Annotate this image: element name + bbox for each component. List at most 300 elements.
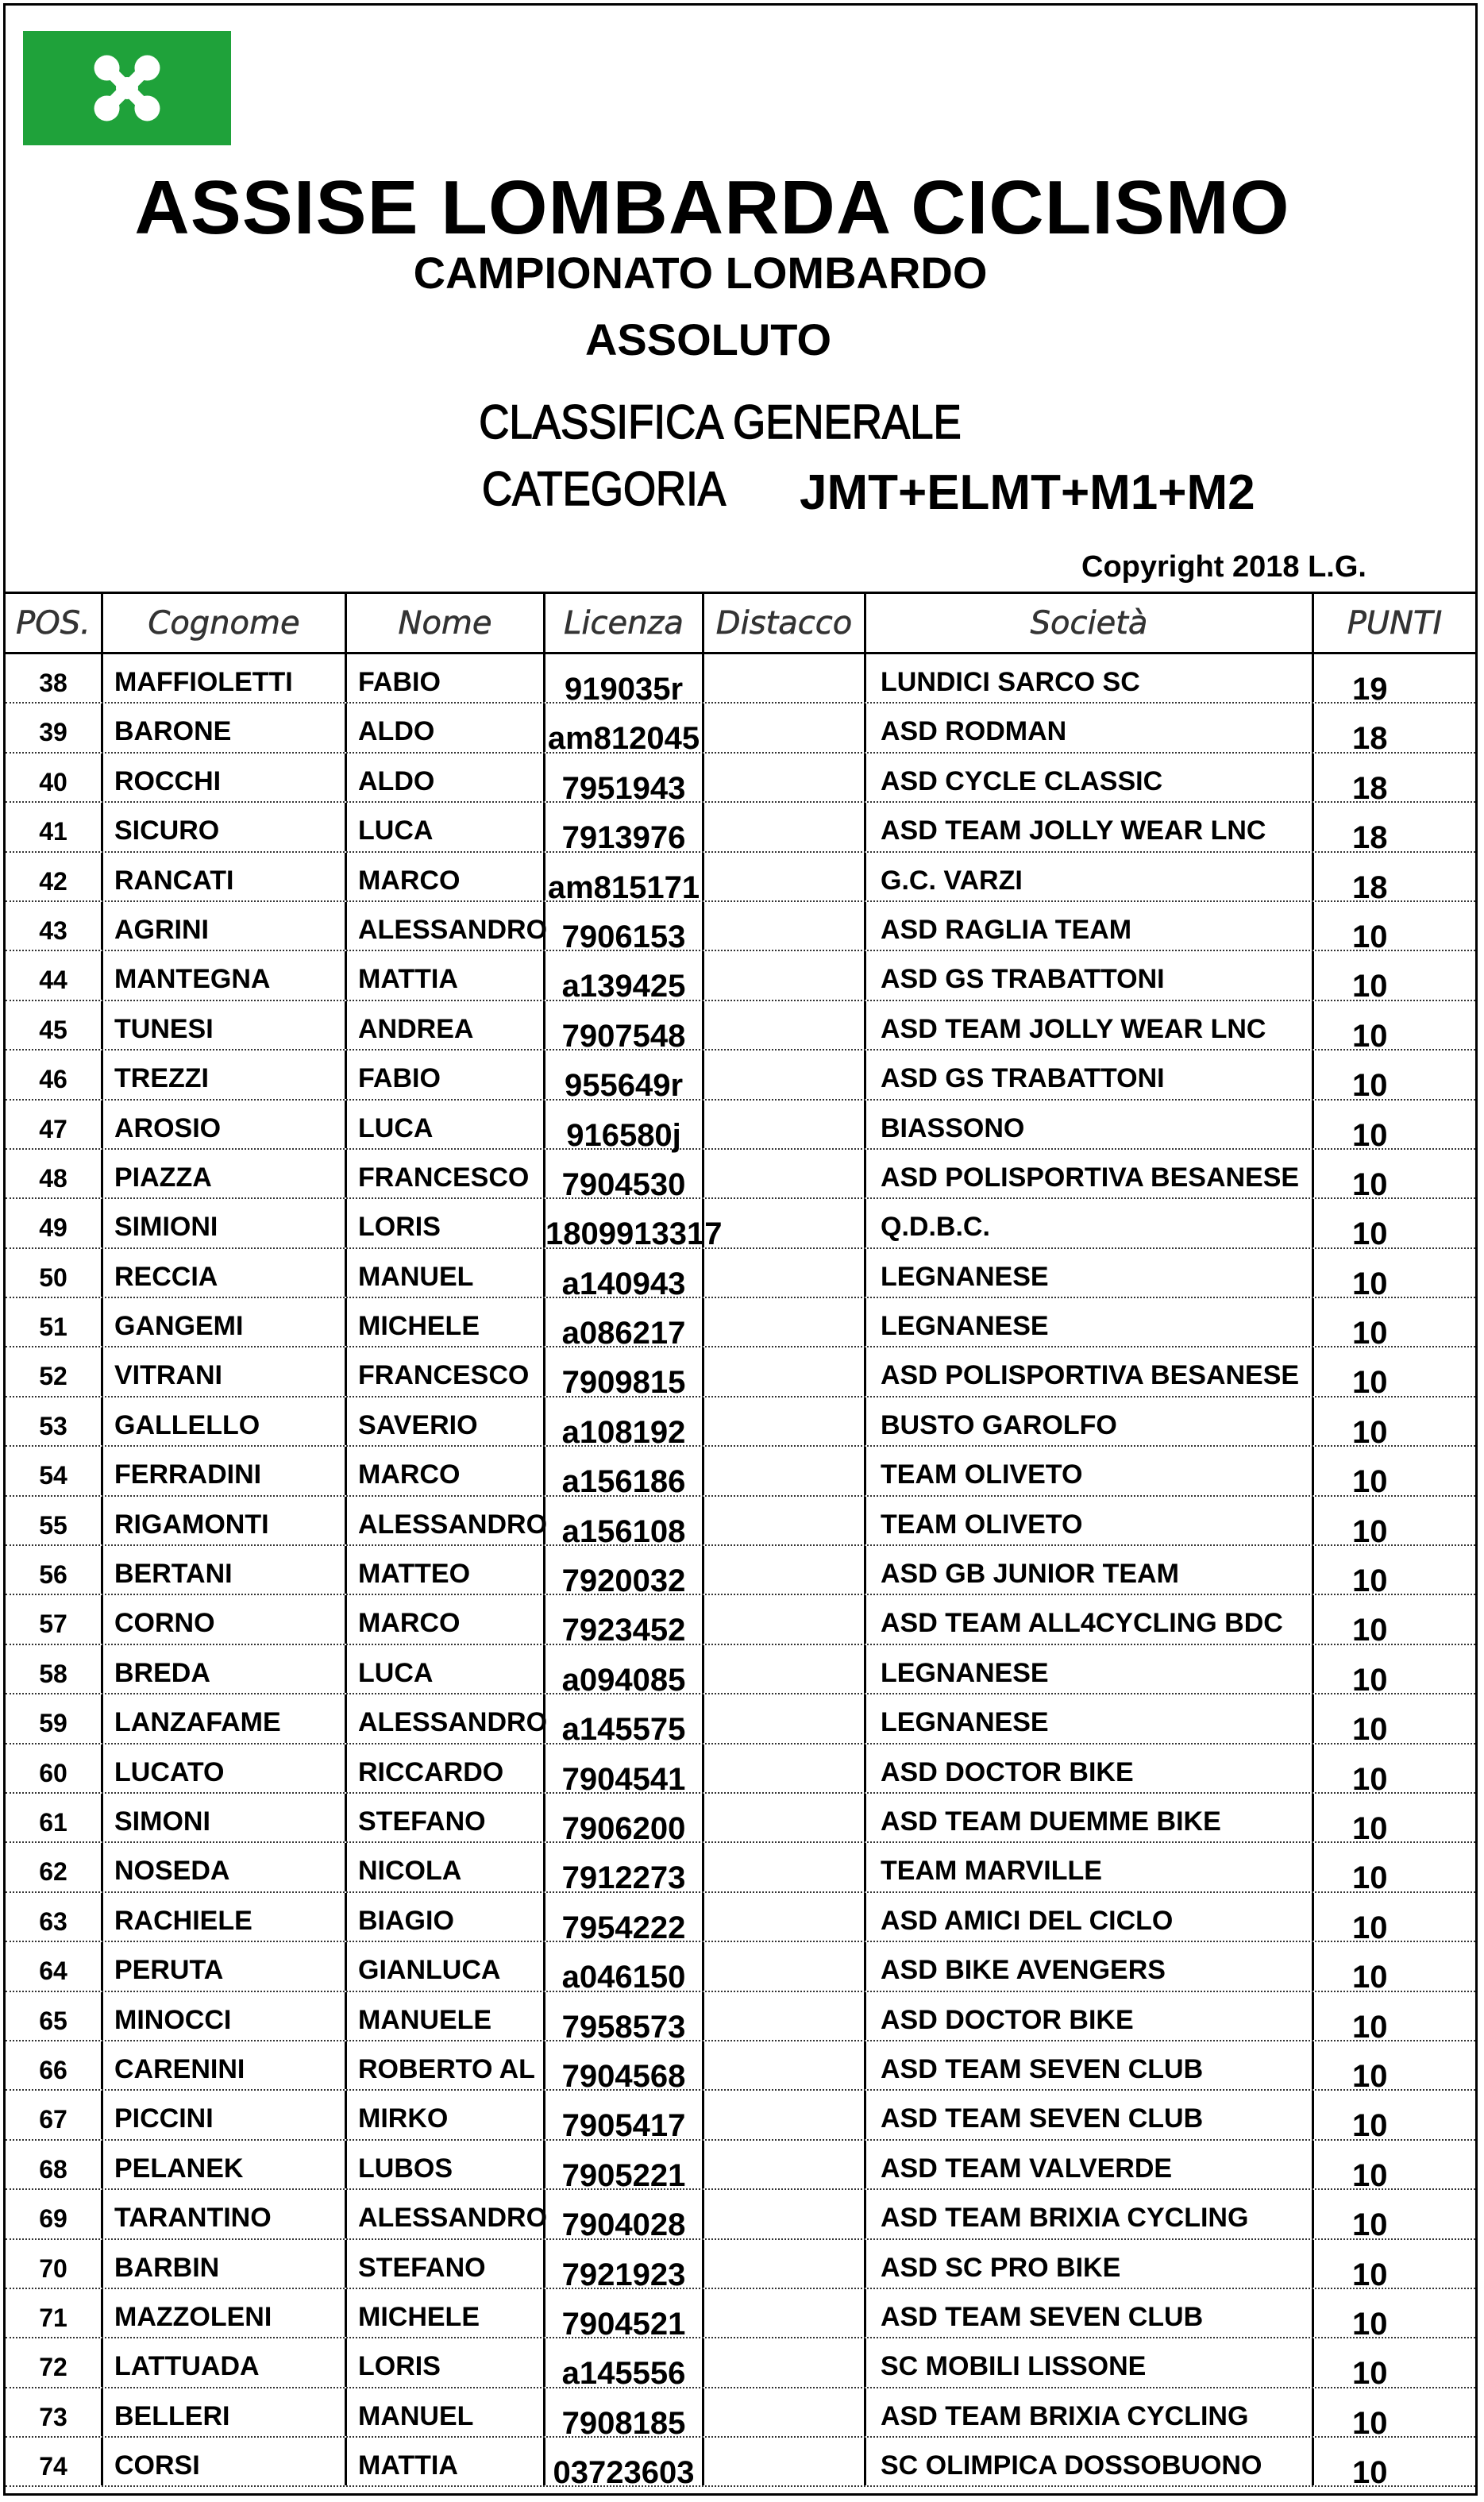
- nome-value: STEFANO: [358, 2252, 486, 2283]
- cell-nome: [347, 853, 545, 900]
- punti-value: 10: [1352, 1068, 1388, 1104]
- cell-punti: [1314, 902, 1475, 954]
- cell-nome: [347, 1992, 545, 2040]
- cognome-value: PICCINI: [114, 2103, 214, 2134]
- cell-societa: [866, 2338, 1314, 2386]
- cell-licenza: [545, 803, 704, 856]
- cell-nome: [347, 2091, 545, 2138]
- cognome-value: BELLERI: [114, 2400, 230, 2431]
- cell-societa: [866, 1744, 1314, 1792]
- cell-punti: [1314, 1794, 1475, 1846]
- table-row: [6, 1992, 1475, 2045]
- nome-value: ALESSANDRO: [358, 914, 548, 945]
- pos-value: 68: [39, 2154, 67, 2184]
- cell-pos: [6, 2289, 103, 2337]
- table-header: [6, 594, 1475, 654]
- cognome-value: GALLELLO: [114, 1409, 260, 1440]
- cell-distacco: [704, 1992, 866, 2040]
- pos-value: 72: [39, 2353, 67, 2382]
- licenza-value: a140943: [561, 1266, 686, 1301]
- cell-cognome: [103, 1249, 347, 1297]
- cell-punti: [1314, 2289, 1475, 2342]
- cell-punti: [1314, 853, 1475, 905]
- cell-punti: [1314, 1199, 1475, 1252]
- punti-value: 10: [1352, 1563, 1388, 1599]
- nome-value: LORIS: [358, 2351, 441, 2382]
- nome-value: MARCO: [358, 1459, 461, 1490]
- punti-value: 10: [1352, 1117, 1388, 1153]
- cell-pos: [6, 1992, 103, 2040]
- punti-value: 10: [1352, 2157, 1388, 2193]
- cognome-value: TUNESI: [114, 1013, 214, 1044]
- table-row: [6, 1843, 1475, 1896]
- cell-pos: [6, 1199, 103, 1247]
- cell-punti: [1314, 1497, 1475, 1549]
- punti-value: 10: [1352, 2455, 1388, 2491]
- cell-societa: [866, 1298, 1314, 1346]
- cell-distacco: [704, 1199, 866, 1247]
- punti-value: 10: [1352, 1216, 1388, 1252]
- nome-value: STEFANO: [358, 1806, 486, 1837]
- cell-punti: [1314, 1694, 1475, 1748]
- cell-distacco: [704, 1595, 866, 1643]
- table-row: [6, 1744, 1475, 1797]
- cell-licenza: [545, 654, 704, 707]
- punti-value: 10: [1352, 1464, 1388, 1500]
- cell-licenza: [545, 853, 704, 905]
- cell-punti: [1314, 1298, 1475, 1351]
- punti-value: 10: [1352, 1860, 1388, 1896]
- cell-pos: [6, 853, 103, 900]
- cell-punti: [1314, 1397, 1475, 1450]
- cell-distacco: [704, 902, 866, 950]
- punti-value: 10: [1352, 1266, 1388, 1301]
- societa-value: ASD TEAM JOLLY WEAR LNC: [881, 815, 1266, 846]
- cell-pos: [6, 754, 103, 801]
- cell-pos: [6, 1298, 103, 1346]
- cell-distacco: [704, 1794, 866, 1841]
- cell-pos: [6, 1447, 103, 1494]
- cell-cognome: [103, 2240, 347, 2288]
- table-row: [6, 2190, 1475, 2243]
- cell-societa: [866, 902, 1314, 950]
- table-row: [6, 1497, 1475, 1549]
- cell-societa: [866, 2041, 1314, 2089]
- cell-licenza: [545, 1001, 704, 1054]
- cell-punti: [1314, 2438, 1475, 2491]
- cell-nome: [347, 2338, 545, 2386]
- pos-value: 67: [39, 2105, 67, 2134]
- punti-value: 10: [1352, 919, 1388, 954]
- pos-value: 74: [39, 2452, 67, 2481]
- cell-licenza: [545, 1298, 704, 1351]
- societa-value: LEGNANESE: [881, 1707, 1049, 1738]
- cell-cognome: [103, 1546, 347, 1594]
- cell-punti: [1314, 1744, 1475, 1797]
- pos-value: 53: [39, 1411, 67, 1440]
- pos-value: 49: [39, 1213, 67, 1243]
- cell-societa: [866, 1843, 1314, 1891]
- nome-value: LUBOS: [358, 2153, 453, 2184]
- cell-societa: [866, 951, 1314, 999]
- cell-nome: [347, 1893, 545, 1941]
- cell-licenza: [545, 2041, 704, 2094]
- cell-distacco: [704, 1298, 866, 1346]
- cell-nome: [347, 1794, 545, 1841]
- nome-value: ANDREA: [358, 1013, 474, 1044]
- cell-nome: [347, 1645, 545, 1693]
- table-row: [6, 2289, 1475, 2342]
- cell-nome: [347, 1249, 545, 1297]
- societa-value: ASD TEAM JOLLY WEAR LNC: [881, 1013, 1266, 1044]
- cell-distacco: [704, 2388, 866, 2436]
- cell-societa: [866, 2388, 1314, 2436]
- cell-licenza: [545, 1843, 704, 1896]
- cell-nome: [347, 704, 545, 751]
- cell-pos: [6, 2240, 103, 2288]
- cell-pos: [6, 1546, 103, 1594]
- pos-value: 57: [39, 1610, 67, 1639]
- cell-societa: [866, 1794, 1314, 1841]
- cell-societa: [866, 1595, 1314, 1643]
- cell-pos: [6, 1595, 103, 1643]
- cell-punti: [1314, 1595, 1475, 1648]
- cell-punti: [1314, 1150, 1475, 1202]
- licenza-value: a145575: [561, 1712, 686, 1748]
- cell-nome: [347, 1447, 545, 1494]
- pos-value: 44: [39, 966, 67, 995]
- cell-distacco: [704, 1694, 866, 1742]
- cell-distacco: [704, 853, 866, 900]
- cell-punti: [1314, 704, 1475, 757]
- cell-punti: [1314, 1447, 1475, 1500]
- column-header-cognome: Cognome: [103, 594, 347, 652]
- cell-societa: [866, 1051, 1314, 1098]
- societa-value: ASD TEAM DUEMME BIKE: [881, 1806, 1221, 1837]
- cell-cognome: [103, 1893, 347, 1941]
- cell-cognome: [103, 2091, 347, 2138]
- cell-cognome: [103, 1992, 347, 2040]
- nome-value: FRANCESCO: [358, 1360, 530, 1391]
- societa-value: ASD POLISPORTIVA BESANESE: [881, 1162, 1300, 1193]
- punti-value: 18: [1352, 820, 1388, 856]
- cell-cognome: [103, 2289, 347, 2337]
- classification-heading: CLASSIFICA GENERALE: [479, 395, 962, 449]
- cell-pos: [6, 1893, 103, 1941]
- cell-cognome: [103, 2190, 347, 2238]
- punti-value: 10: [1352, 1513, 1388, 1549]
- cell-cognome: [103, 1645, 347, 1693]
- cell-societa: [866, 1497, 1314, 1544]
- cell-pos: [6, 1347, 103, 1395]
- cell-pos: [6, 654, 103, 702]
- cell-nome: [347, 1001, 545, 1049]
- cell-cognome: [103, 1199, 347, 1247]
- table-row: [6, 1893, 1475, 1945]
- cell-nome: [347, 902, 548, 950]
- punti-value: 10: [1352, 1166, 1388, 1202]
- nome-value: MARCO: [358, 1608, 461, 1639]
- cognome-value: FERRADINI: [114, 1459, 262, 1490]
- cell-punti: [1314, 2041, 1475, 2094]
- table-row: [6, 853, 1475, 905]
- cell-licenza: [545, 1397, 704, 1450]
- cell-cognome: [103, 654, 347, 702]
- licenza-value: 7907548: [561, 1018, 686, 1054]
- cell-licenza: [545, 2091, 704, 2144]
- licenza-value: am815171: [547, 869, 700, 905]
- licenza-value: 916580j: [566, 1117, 681, 1153]
- table-row: [6, 2141, 1475, 2193]
- nome-value: BIAGIO: [358, 1905, 454, 1936]
- cell-punti: [1314, 754, 1475, 806]
- cell-distacco: [704, 2141, 866, 2188]
- pos-value: 43: [39, 916, 67, 945]
- cognome-value: MINOCCI: [114, 2004, 232, 2035]
- cell-pos: [6, 1744, 103, 1792]
- cell-cognome: [103, 2438, 347, 2485]
- pos-value: 62: [39, 1857, 67, 1887]
- cognome-value: SIMONI: [114, 1806, 210, 1837]
- cell-pos: [6, 2041, 103, 2089]
- cell-cognome: [103, 1001, 347, 1049]
- cell-societa: [866, 2091, 1314, 2138]
- cell-nome: [347, 2438, 545, 2485]
- punti-value: 10: [1352, 2306, 1388, 2342]
- table-row: [6, 1298, 1475, 1351]
- cell-licenza: [545, 1447, 704, 1500]
- licenza-value: a046150: [561, 1960, 686, 1995]
- cognome-value: MANTEGNA: [114, 964, 271, 995]
- societa-value: ASD POLISPORTIVA BESANESE: [881, 1360, 1300, 1391]
- punti-value: 10: [1352, 2405, 1388, 2441]
- licenza-value: am812045: [547, 721, 700, 757]
- cell-distacco: [704, 1101, 866, 1148]
- copyright-notice: Copyright 2018 L.G.: [1081, 550, 1366, 584]
- societa-value: ASD TEAM BRIXIA CYCLING: [881, 2203, 1249, 2234]
- cell-pos: [6, 2338, 103, 2386]
- societa-value: ASD RODMAN: [881, 716, 1067, 747]
- cell-licenza: [545, 2388, 704, 2441]
- cognome-value: MAFFIOLETTI: [114, 667, 293, 697]
- cognome-value: MAZZOLENI: [114, 2301, 272, 2332]
- cell-nome: [347, 803, 545, 850]
- societa-value: BUSTO GAROLFO: [881, 1409, 1117, 1440]
- table-row: [6, 1645, 1475, 1698]
- table-row: [6, 1051, 1475, 1104]
- pos-value: 61: [39, 1807, 67, 1837]
- cell-punti: [1314, 2141, 1475, 2193]
- nome-value: ALESSANDRO: [358, 1707, 548, 1738]
- pos-value: 38: [39, 669, 67, 697]
- punti-value: 10: [1352, 1662, 1388, 1698]
- cell-licenza: [545, 951, 704, 1004]
- cell-punti: [1314, 654, 1475, 707]
- societa-value: ASD TEAM SEVEN CLUB: [881, 2103, 1204, 2134]
- table-row: [6, 1794, 1475, 1846]
- licenza-value: 7909815: [561, 1365, 686, 1401]
- cognome-value: PERUTA: [114, 1955, 224, 1986]
- nome-value: LUCA: [358, 1657, 434, 1688]
- cell-cognome: [103, 1942, 347, 1990]
- cell-pos: [6, 2141, 103, 2188]
- table-row: [6, 754, 1475, 806]
- cell-distacco: [704, 2438, 866, 2485]
- cell-licenza: [545, 1744, 704, 1797]
- cell-distacco: [704, 2240, 866, 2288]
- pos-value: 50: [39, 1263, 67, 1292]
- nome-value: FABIO: [358, 1063, 441, 1094]
- cell-cognome: [103, 1794, 347, 1841]
- licenza-value: 7958573: [561, 2009, 686, 2045]
- pos-value: 64: [39, 1956, 67, 1986]
- punti-value: 10: [1352, 1613, 1388, 1648]
- cell-licenza: [545, 704, 704, 757]
- pos-value: 56: [39, 1560, 67, 1590]
- cognome-value: SICURO: [114, 815, 220, 846]
- societa-value: ASD CYCLE CLASSIC: [881, 765, 1163, 796]
- nome-value: SAVERIO: [358, 1409, 478, 1440]
- cell-cognome: [103, 1595, 347, 1643]
- cell-licenza: [545, 1794, 704, 1846]
- cell-punti: [1314, 1893, 1475, 1945]
- cell-nome: [347, 654, 545, 702]
- licenza-value: 7954222: [561, 1910, 686, 1945]
- cell-punti: [1314, 2388, 1475, 2441]
- cell-distacco: [704, 2041, 866, 2089]
- cell-licenza: [545, 1199, 723, 1252]
- cell-pos: [6, 1001, 103, 1049]
- cell-nome: [347, 951, 545, 999]
- cell-licenza: [545, 1101, 704, 1153]
- cell-cognome: [103, 1447, 347, 1494]
- licenza-value: 7951943: [561, 770, 686, 806]
- pos-value: 54: [39, 1461, 67, 1490]
- cell-societa: [866, 2289, 1314, 2337]
- licenza-value: 7906200: [561, 1810, 686, 1846]
- punti-value: 10: [1352, 2058, 1388, 2094]
- nome-value: LUCA: [358, 815, 434, 846]
- licenza-value: 7904028: [561, 2207, 686, 2243]
- punti-value: 10: [1352, 1018, 1388, 1054]
- cell-cognome: [103, 951, 347, 999]
- licenza-value: 919035r: [564, 672, 684, 707]
- cognome-value: ROCCHI: [114, 765, 222, 796]
- pos-value: 51: [39, 1313, 67, 1342]
- cognome-value: SIMIONI: [114, 1212, 218, 1243]
- nome-value: FABIO: [358, 667, 441, 697]
- category-label: CATEGORIA: [482, 462, 727, 515]
- cell-nome: [347, 2141, 545, 2188]
- pos-value: 73: [39, 2402, 67, 2431]
- punti-value: 18: [1352, 721, 1388, 757]
- cell-distacco: [704, 2190, 866, 2238]
- cognome-value: GANGEMI: [114, 1311, 244, 1342]
- punti-value: 10: [1352, 1810, 1388, 1846]
- table-row: [6, 654, 1475, 707]
- licenza-value: 7923452: [561, 1613, 686, 1648]
- nome-value: ROBERTO AL: [358, 2053, 535, 2084]
- cognome-value: LATTUADA: [114, 2351, 260, 2382]
- societa-value: ASD BIKE AVENGERS: [881, 1955, 1166, 1986]
- table-row: [6, 1150, 1475, 1202]
- cell-pos: [6, 1397, 103, 1445]
- subtitle-championship: CAMPIONATO LOMBARDO: [413, 248, 988, 298]
- societa-value: ASD DOCTOR BIKE: [881, 1756, 1134, 1787]
- pos-value: 60: [39, 1758, 67, 1787]
- cell-nome: [347, 1397, 545, 1445]
- cell-societa: [866, 2190, 1314, 2238]
- cell-societa: [866, 704, 1314, 751]
- table-row: [6, 951, 1475, 1004]
- cell-cognome: [103, 704, 347, 751]
- cell-licenza: [545, 1942, 704, 1995]
- cell-cognome: [103, 2388, 347, 2436]
- subtitle-absolute: ASSOLUTO: [584, 314, 832, 364]
- cell-distacco: [704, 1893, 866, 1941]
- table-row: [6, 1249, 1475, 1301]
- cell-licenza: [545, 2289, 704, 2342]
- cognome-value: VITRANI: [114, 1360, 222, 1391]
- cell-pos: [6, 1150, 103, 1197]
- table-row: [6, 2091, 1475, 2144]
- cell-cognome: [103, 1397, 347, 1445]
- table-row: [6, 2041, 1475, 2094]
- pos-value: 59: [39, 1709, 67, 1738]
- table-row: [6, 902, 1475, 954]
- cell-distacco: [704, 1546, 866, 1594]
- societa-value: ASD TEAM VALVERDE: [881, 2153, 1173, 2184]
- societa-value: TEAM OLIVETO: [881, 1459, 1083, 1490]
- cell-cognome: [103, 1347, 347, 1395]
- punti-value: 19: [1352, 672, 1388, 707]
- cell-licenza: [545, 1497, 704, 1549]
- pos-value: 66: [39, 2055, 67, 2084]
- table-row: [6, 1595, 1475, 1648]
- cognome-value: CORSI: [114, 2450, 200, 2481]
- cell-cognome: [103, 1843, 347, 1891]
- cell-punti: [1314, 1645, 1475, 1698]
- cell-nome: [347, 1497, 548, 1544]
- table-row: [6, 1101, 1475, 1153]
- cell-pos: [6, 1249, 103, 1297]
- cell-distacco: [704, 1249, 866, 1297]
- cell-licenza: [545, 1347, 704, 1401]
- cell-distacco: [704, 1150, 866, 1197]
- punti-value: 18: [1352, 770, 1388, 806]
- cell-distacco: [704, 803, 866, 850]
- cell-pos: [6, 2388, 103, 2436]
- cognome-value: BREDA: [114, 1657, 210, 1688]
- societa-value: G.C. VARZI: [881, 865, 1023, 896]
- table-row: [6, 1694, 1475, 1748]
- cell-distacco: [704, 654, 866, 702]
- cognome-value: BERTANI: [114, 1559, 233, 1590]
- societa-value: Q.D.B.C.: [881, 1212, 990, 1243]
- pos-value: 40: [39, 767, 67, 796]
- cell-cognome: [103, 2338, 347, 2386]
- cell-pos: [6, 951, 103, 999]
- licenza-value: 7906153: [561, 919, 686, 954]
- punti-value: 10: [1352, 1761, 1388, 1797]
- cell-societa: [866, 1447, 1314, 1494]
- licenza-value: 7904530: [561, 1166, 686, 1202]
- table-row: [6, 2388, 1475, 2441]
- punti-value: 10: [1352, 2108, 1388, 2144]
- punti-value: 18: [1352, 869, 1388, 905]
- table-row: [6, 1942, 1475, 1995]
- cognome-value: RECCIA: [114, 1261, 218, 1292]
